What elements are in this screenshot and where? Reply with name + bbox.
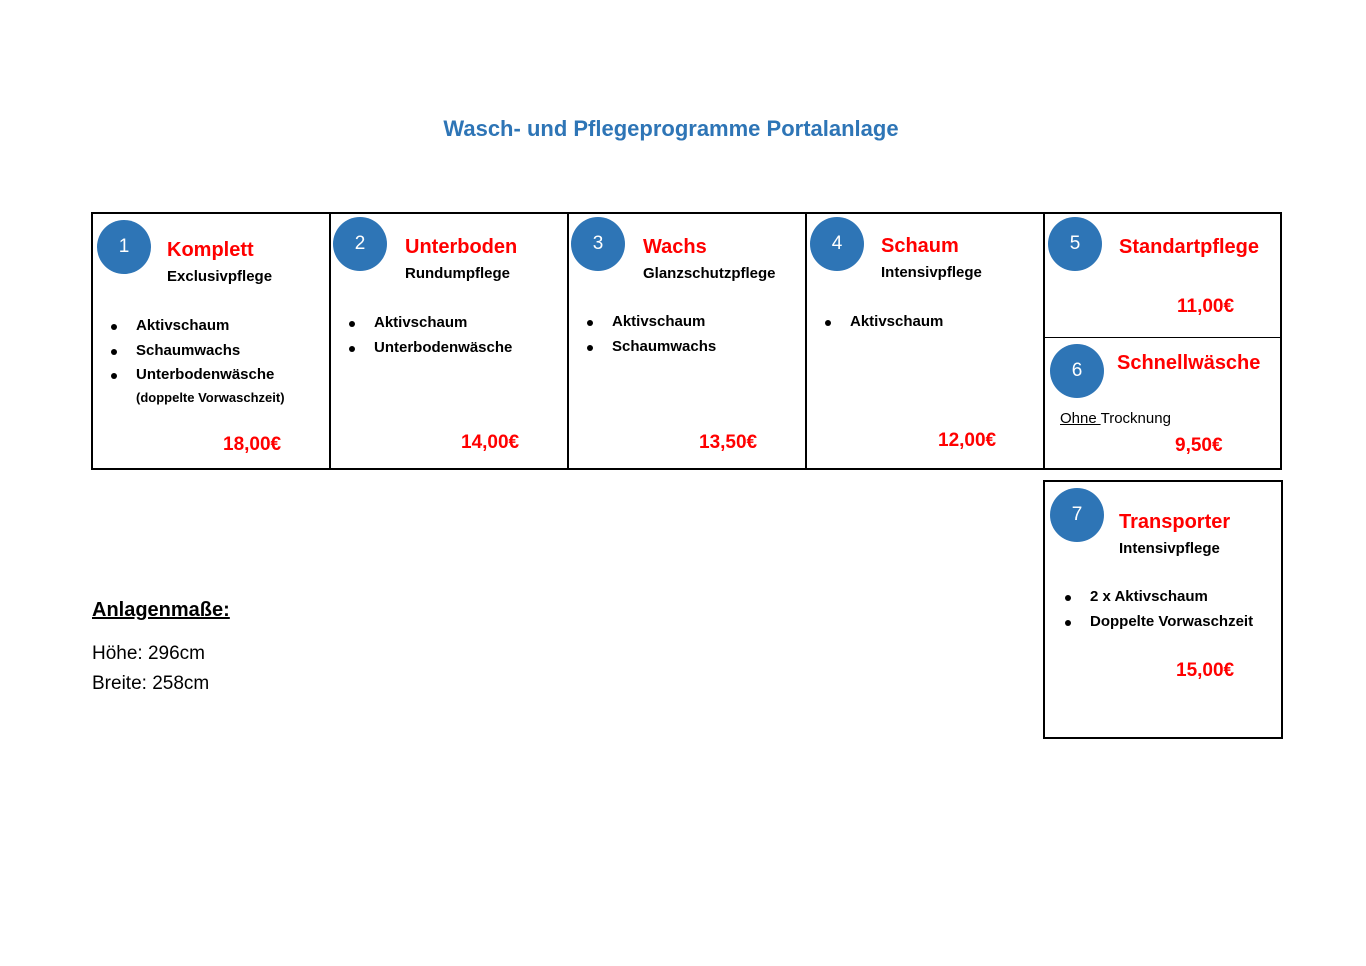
feature-list <box>822 310 943 335</box>
program-subtitle: Intensivpflege <box>881 264 982 281</box>
feature-item: Aktivschaum <box>346 311 512 336</box>
feature-list <box>346 311 512 360</box>
number-badge: 4 <box>810 217 864 271</box>
program-subtitle: Intensivpflege <box>1119 540 1220 557</box>
program-name: Unterboden <box>405 236 518 258</box>
program-subtitle: Exclusivpflege <box>167 268 273 285</box>
page-title: Wasch- und Pflegeprogramme Portalanlage <box>443 116 899 141</box>
number-badge: 3 <box>571 217 625 271</box>
feature-item: Schaumwachs <box>584 335 716 360</box>
price: 18,00€ <box>223 434 282 455</box>
number-badge: 7 <box>1050 488 1104 542</box>
feature-item: Unterbodenwäsche <box>108 363 285 388</box>
program-subtitle: Rundumpflege <box>405 265 510 282</box>
feature-item: Aktivschaum <box>108 314 285 339</box>
price: 11,00€ <box>1177 296 1235 317</box>
feature-list <box>1062 585 1253 634</box>
price: 14,00€ <box>461 432 520 453</box>
feature-item: Doppelte Vorwaschzeit <box>1062 610 1253 635</box>
program-card-7 <box>1043 480 1283 739</box>
feature-item: Unterbodenwäsche <box>346 336 512 361</box>
program-name: Transporter <box>1119 511 1231 533</box>
dimension-height: Höhe: 296cm <box>92 643 206 664</box>
feature-item: Schaumwachs <box>108 339 285 364</box>
dimensions-heading: Anlagenmaße: <box>92 599 230 621</box>
program-note <box>1060 410 1171 427</box>
feature-note: (doppelte Vorwaschzeit) <box>136 389 285 405</box>
program-card-3 <box>567 212 807 470</box>
price: 9,50€ <box>1175 435 1223 456</box>
note-underlined: Ohne <box>1060 410 1101 427</box>
program-name: Wachs <box>643 236 707 258</box>
dimension-width: Breite: 258cm <box>92 673 210 694</box>
program-subtitle: Glanzschutzpflege <box>643 265 776 282</box>
feature-list <box>108 314 285 407</box>
feature-list <box>584 310 716 359</box>
number-badge: 6 <box>1050 344 1104 398</box>
program-name: Schnellwäsche <box>1117 352 1261 374</box>
note-rest: Trocknung <box>1100 410 1171 427</box>
program-name: Standartpflege <box>1119 236 1260 258</box>
program-card-1 <box>91 212 331 470</box>
feature-item: Aktivschaum <box>584 310 716 335</box>
number-badge: 5 <box>1048 217 1102 271</box>
price: 13,50€ <box>699 432 758 453</box>
price: 12,00€ <box>938 430 997 451</box>
feature-item: Aktivschaum <box>822 310 943 335</box>
program-card-4 <box>805 212 1045 470</box>
feature-item: 2 x Aktivschaum <box>1062 585 1253 610</box>
price: 15,00€ <box>1176 660 1235 681</box>
number-badge: 2 <box>333 217 387 271</box>
number-badge: 1 <box>97 220 151 274</box>
program-name: Komplett <box>167 239 254 261</box>
program-name: Schaum <box>881 235 959 257</box>
divider <box>1045 337 1280 338</box>
program-card-5-6 <box>1043 212 1282 470</box>
program-card-2 <box>329 212 569 470</box>
